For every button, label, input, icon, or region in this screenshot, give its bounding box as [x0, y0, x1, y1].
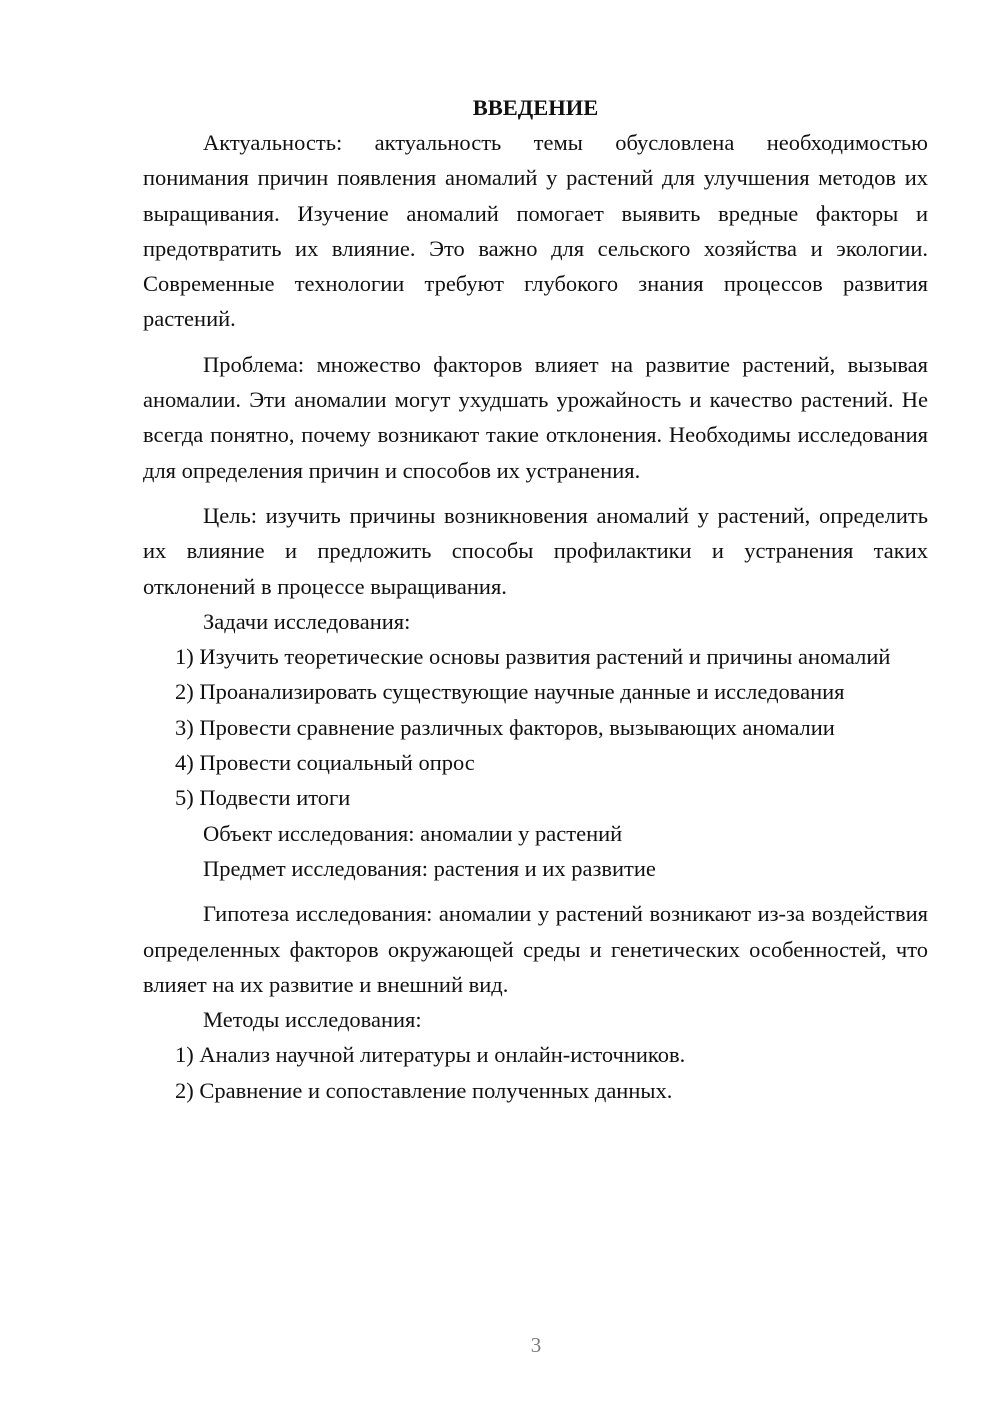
task-item-5: 5) Подвести итоги [175, 785, 351, 811]
hypothesis-paragraph: Гипотеза исследования: аномалии у растений возникают из-за воздействия определенных факторов окружающей среды и генетических особенностей, что влияет на их развитие и внешний вид. [143, 901, 928, 997]
methods-heading: Методы исследования: [203, 1007, 422, 1033]
goal-paragraph: Цель: изучить причины возникновения аномалий у растений, определить их влияние и предложить способы профилактики и устранения таких отклонений в процессе выращивания. [143, 502, 928, 599]
page-content [143, 90, 928, 1108]
task-item-1: 1) Изучить теоретические основы развития растений и причины аномалий [175, 644, 891, 670]
page-number: 3 [530, 1333, 542, 1357]
object-paragraph: Объект исследования: аномалии у растений [203, 820, 623, 846]
problem-paragraph: Проблема: множество факторов влияет на развитие растений, вызывая аномалии. Эти аномалии могут ухудшать урожайность и качество растений. Не всегда понятно, почему возникают такие отклонения. Необходимы исследования для определения причин и способов их устранения. [143, 351, 928, 483]
task-item-3: 3) Провести сравнение различных факторов, вызывающих аномалии [175, 714, 835, 740]
subject-paragraph: Предмет исследования: растения и их развитие [203, 855, 656, 881]
page-title: ВВЕДЕНИЕ [472, 95, 599, 120]
task-item-2: 2) Проанализировать существующие научные данные и исследования [175, 679, 845, 705]
method-item-1: 1) Анализ научной литературы и онлайн-источников. [175, 1042, 686, 1068]
method-item-2: 2) Сравнение и сопоставление полученных данных. [175, 1077, 673, 1103]
tasks-heading: Задачи исследования: [203, 608, 411, 634]
relevance-paragraph: Актуальность: актуальность темы обусловлена необходимостью понимания причин появления аномалий у растений для улучшения методов их выращивания. Изучение аномалий помогает выявить вредные факторы и предотвратить их влияние. Это важно для сельского хозяйства и экологии. Современные технологии требуют глубокого знания процессов развития растений. [143, 130, 928, 332]
task-item-4: 4) Провести социальный опрос [175, 750, 475, 776]
